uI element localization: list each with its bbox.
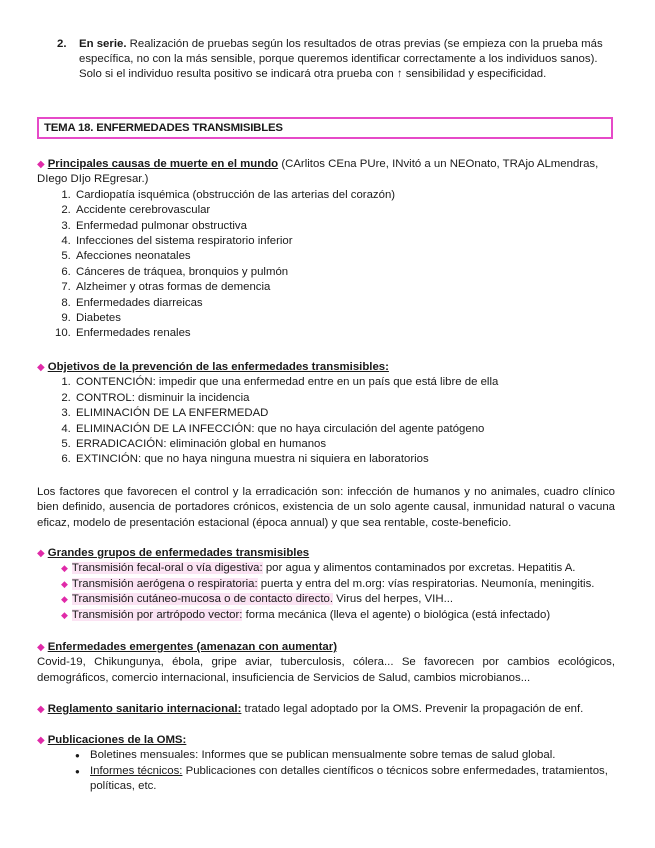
- emergentes-heading: Enfermedades emergentes (amenazan con aumentar): [47, 641, 337, 653]
- publicaciones-list: [37, 748, 617, 794]
- list-item: 6. EXTINCIÓN: que no haya ninguna muestra ni siquiera en laboratorios: [74, 452, 617, 467]
- diamond-bullet-icon: ◆: [37, 362, 45, 373]
- diamond-bullet-icon: ◆: [37, 704, 45, 715]
- reglamento-section: [37, 702, 617, 717]
- serie-title: En serie.: [79, 38, 127, 50]
- list-item: 3. Enfermedad pulmonar obstructiva: [74, 219, 617, 234]
- list-item: 4. ELIMINACIÓN DE LA INFECCIÓN: que no haya circulación del agente patógeno: [74, 422, 617, 437]
- list-item: 6. Cánceres de tráquea, bronquios y pulmón: [74, 265, 617, 280]
- list-item: 2. Accidente cerebrovascular: [74, 203, 617, 218]
- diamond-bullet-icon: ◆: [61, 563, 68, 574]
- emergentes-header: [37, 640, 617, 655]
- publicacion-label: Boletines mensuales:: [90, 749, 199, 762]
- list-item: 5. ERRADICACIÓN: eliminación global en humanos: [74, 437, 617, 452]
- list-item: 8. Enfermedades diarreicas: [74, 296, 617, 311]
- reglamento-text: tratado legal adoptado por la OMS. Prevenir la propagación de enf.: [241, 703, 584, 715]
- causas-mnemonic: (CArlitos CEna PUre, INvitó a un NEOnato, TRAjo ALmendras, DIego DIjo REgresar.): [37, 158, 599, 186]
- list-item: 4. Infecciones del sistema respiratorio inferior: [74, 234, 617, 249]
- list-item: [59, 577, 617, 592]
- list-item: 1. CONTENCIÓN: impedir que una enfermedad entre en un país que está libre de ella: [74, 375, 617, 390]
- list-item: 10. Enfermedades renales: [74, 326, 617, 341]
- grupo-text: puerta y entra del m.org: vías respiratorias. Neumonía, meningitis.: [257, 577, 595, 590]
- causas-section: [37, 157, 617, 342]
- diamond-bullet-icon: ◆: [61, 609, 68, 620]
- causas-list: [37, 188, 617, 342]
- list-item: 5. Afecciones neonatales: [74, 249, 617, 264]
- grupos-header: [37, 546, 617, 561]
- objetivos-list: [37, 375, 617, 467]
- causas-header: [37, 157, 617, 188]
- list-item: [59, 592, 617, 607]
- publicaciones-section: [37, 733, 617, 795]
- list-item: [75, 764, 617, 795]
- list-item: 9. Diabetes: [74, 311, 617, 326]
- publicacion-text: Publicaciones con detalles científicos o técnicos sobre enfermedades, tratamientos, políticas, etc.: [90, 764, 608, 793]
- diamond-bullet-icon: ◆: [37, 159, 45, 170]
- list-item: 2. CONTROL: disminuir la incidencia: [74, 391, 617, 406]
- tema-title-box: TEMA 18. ENFERMEDADES TRANSMISIBLES: [37, 117, 613, 139]
- diamond-bullet-icon: ◆: [61, 578, 68, 589]
- factores-paragraph: Los factores que favorecen el control y la erradicación son: infección de humanos y no animales, cuadro clínico bien definido, ausencia de portadores crónicos, existencia de un solo agente causal, inmunidad natural o vacuna eficaz, modelo de presentación estacional (época annual) y que sea rentable, coste-beneficio.: [37, 486, 615, 529]
- grupo-label: Transmisión por artrópodo vector:: [71, 608, 243, 621]
- grupo-text: Virus del herpes, VIH...: [332, 593, 454, 606]
- publicacion-label: Informes técnicos:: [90, 764, 183, 777]
- diamond-bullet-icon: ◆: [37, 548, 45, 559]
- diamond-bullet-icon: ◆: [37, 642, 45, 653]
- emergentes-section: [37, 640, 617, 686]
- list-item: [59, 561, 617, 576]
- grupo-text: por agua y alimentos contaminados por excretas. Hepatitis A.: [262, 562, 576, 575]
- list-item: 3. ELIMINACIÓN DE LA ENFERMEDAD: [74, 406, 617, 421]
- causas-heading: Principales causas de muerte en el mundo: [47, 158, 279, 170]
- list-item: 1. Cardiopatía isquémica (obstrucción de las arterias del corazón): [74, 188, 617, 203]
- grupo-label: Transmisión fecal-oral o vía digestiva:: [71, 562, 263, 575]
- diamond-bullet-icon: ◆: [61, 594, 68, 605]
- grupos-section: [37, 546, 617, 623]
- list-item: [59, 608, 617, 623]
- publicaciones-heading: Publicaciones de la OMS:: [47, 734, 187, 746]
- publicaciones-header: [37, 733, 617, 748]
- grupo-label: Transmisión cutáneo-mucosa o de contacto directo.: [71, 593, 333, 606]
- emergentes-text: Covid-19, Chikungunya, ébola, gripe aviar, tuberculosis, cólera... Se favorecen por cambios ecológicos, demográficos, comercio internacional, insuficiencia de Servicios de Salud, cambios microbianos...: [37, 656, 615, 684]
- list-item: [75, 748, 617, 763]
- serie-paragraph: [57, 37, 622, 82]
- serie-number: 2.: [57, 38, 67, 50]
- reglamento-heading: Reglamento sanitario internacional:: [47, 703, 242, 715]
- list-item: 7. Alzheimer y otras formas de demencia: [74, 280, 617, 295]
- grupos-heading: Grandes grupos de enfermedades transmisibles: [47, 547, 310, 559]
- objetivos-heading: Objetivos de la prevención de las enfermedades transmisibles:: [47, 361, 389, 373]
- objetivos-header: [37, 360, 617, 375]
- grupo-text: forma mecánica (lleva el agente) o biológica (está infectado): [242, 608, 551, 621]
- serie-text-block: [79, 37, 622, 82]
- serie-text: Realización de pruebas según los resultados de otras previas (se empieza con la prueba más específica, no con la más sensible, porque queremos identificar correctamente a los individuos sanos). Solo si el individuo resulta positivo se indicará otra prueba con ↑ sensibilidad y especificidad.: [79, 38, 603, 80]
- grupo-label: Transmisión aerógena o respiratoria:: [71, 577, 258, 590]
- diamond-bullet-icon: ◆: [37, 735, 45, 746]
- grupos-list: [59, 561, 617, 623]
- publicacion-text: Informes que se publican mensualmente sobre temas de salud global.: [198, 749, 556, 762]
- objetivos-section: [37, 360, 617, 468]
